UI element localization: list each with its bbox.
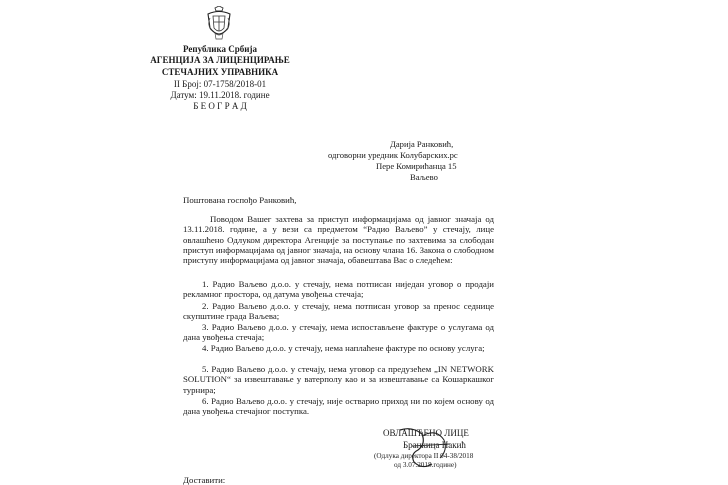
decision-reference-line2: од 3.07.2018.године) bbox=[394, 461, 457, 469]
country-name: Република Србија bbox=[183, 44, 257, 54]
list-item-5: 5. Радио Ваљево д.о.о. у стечају, нема уговор са предузећем „IN NETWORK SOLUTION“ за извештавање у ватерполу као и за извештавање са Кошаркашког турнира; bbox=[183, 364, 494, 395]
document-date: Датум: 19.11.2018. године bbox=[170, 90, 270, 100]
intro-paragraph: Поводом Вашег захтева за приступ информацијама од јавног значаја од 13.11.2018. године, а у вези са предметом “Радио Ваљево” у стечају, лице овлашћено Одлуком директора Агенције за поступање по захтевима за слободан приступ информацијама од јавног значаја, на основу члана 16. Закона о слободном приступу информацијама од јавног значаја, обавештава Вас о следећем: bbox=[183, 214, 494, 266]
city-name: Б Е О Г Р А Д bbox=[193, 101, 247, 111]
agency-name-line2: СТЕЧАЈНИХ УПРАВНИКА bbox=[161, 67, 279, 77]
document-number: II Број: 07-1758/2018-01 bbox=[173, 79, 267, 89]
list-item-1: 1. Радио Ваљево д.о.о. у стечају, нема потписан ниједан уговор о продаји рекламног простора, од датума увођења стечаја; bbox=[183, 279, 494, 300]
decision-reference-line1: (Одлука директора II 04-38/2018 bbox=[374, 452, 474, 460]
signature-title: ОВЛАШЋЕНО ЛИЦЕ bbox=[383, 428, 469, 438]
recipient-street: Пере Комирићанца 15 bbox=[376, 161, 457, 171]
agency-name-line1: АГЕНЦИЈА ЗА ЛИЦЕНЦИРАЊЕ bbox=[150, 55, 290, 65]
recipient-role: одговорни уредник Колубарских.рс bbox=[328, 150, 458, 160]
salutation: Поштована госпођо Ранковић, bbox=[183, 195, 297, 205]
list-item-2: 2. Радио Ваљево д.о.о. у стечају, нема потписан уговор за пренос седнице скупштине града Ваљева; bbox=[183, 301, 494, 322]
list-item-4: 4. Радио Ваљево д.о.о. у стечају, нема наплаћене фактуре по основу услуга; bbox=[202, 343, 485, 353]
recipient-name: Дарија Ранковић, bbox=[390, 139, 454, 149]
signatory-name: Бранкица Накић bbox=[403, 440, 466, 450]
serbian-coat-of-arms-icon bbox=[206, 6, 232, 40]
handwritten-signature-icon bbox=[392, 424, 472, 474]
list-item-3: 3. Радио Ваљево д.о.о. у стечају, нема испостављене фактуре о услугама од дана увођења стечаја; bbox=[183, 322, 494, 343]
delivered-to-label: Доставити: bbox=[183, 475, 226, 485]
list-item-6: 6. Радио Ваљево д.о.о. у стечају, није остварио приход ни по којем основу од дана увођења стечајног поступка. bbox=[183, 396, 494, 417]
recipient-city: Ваљево bbox=[410, 172, 438, 182]
